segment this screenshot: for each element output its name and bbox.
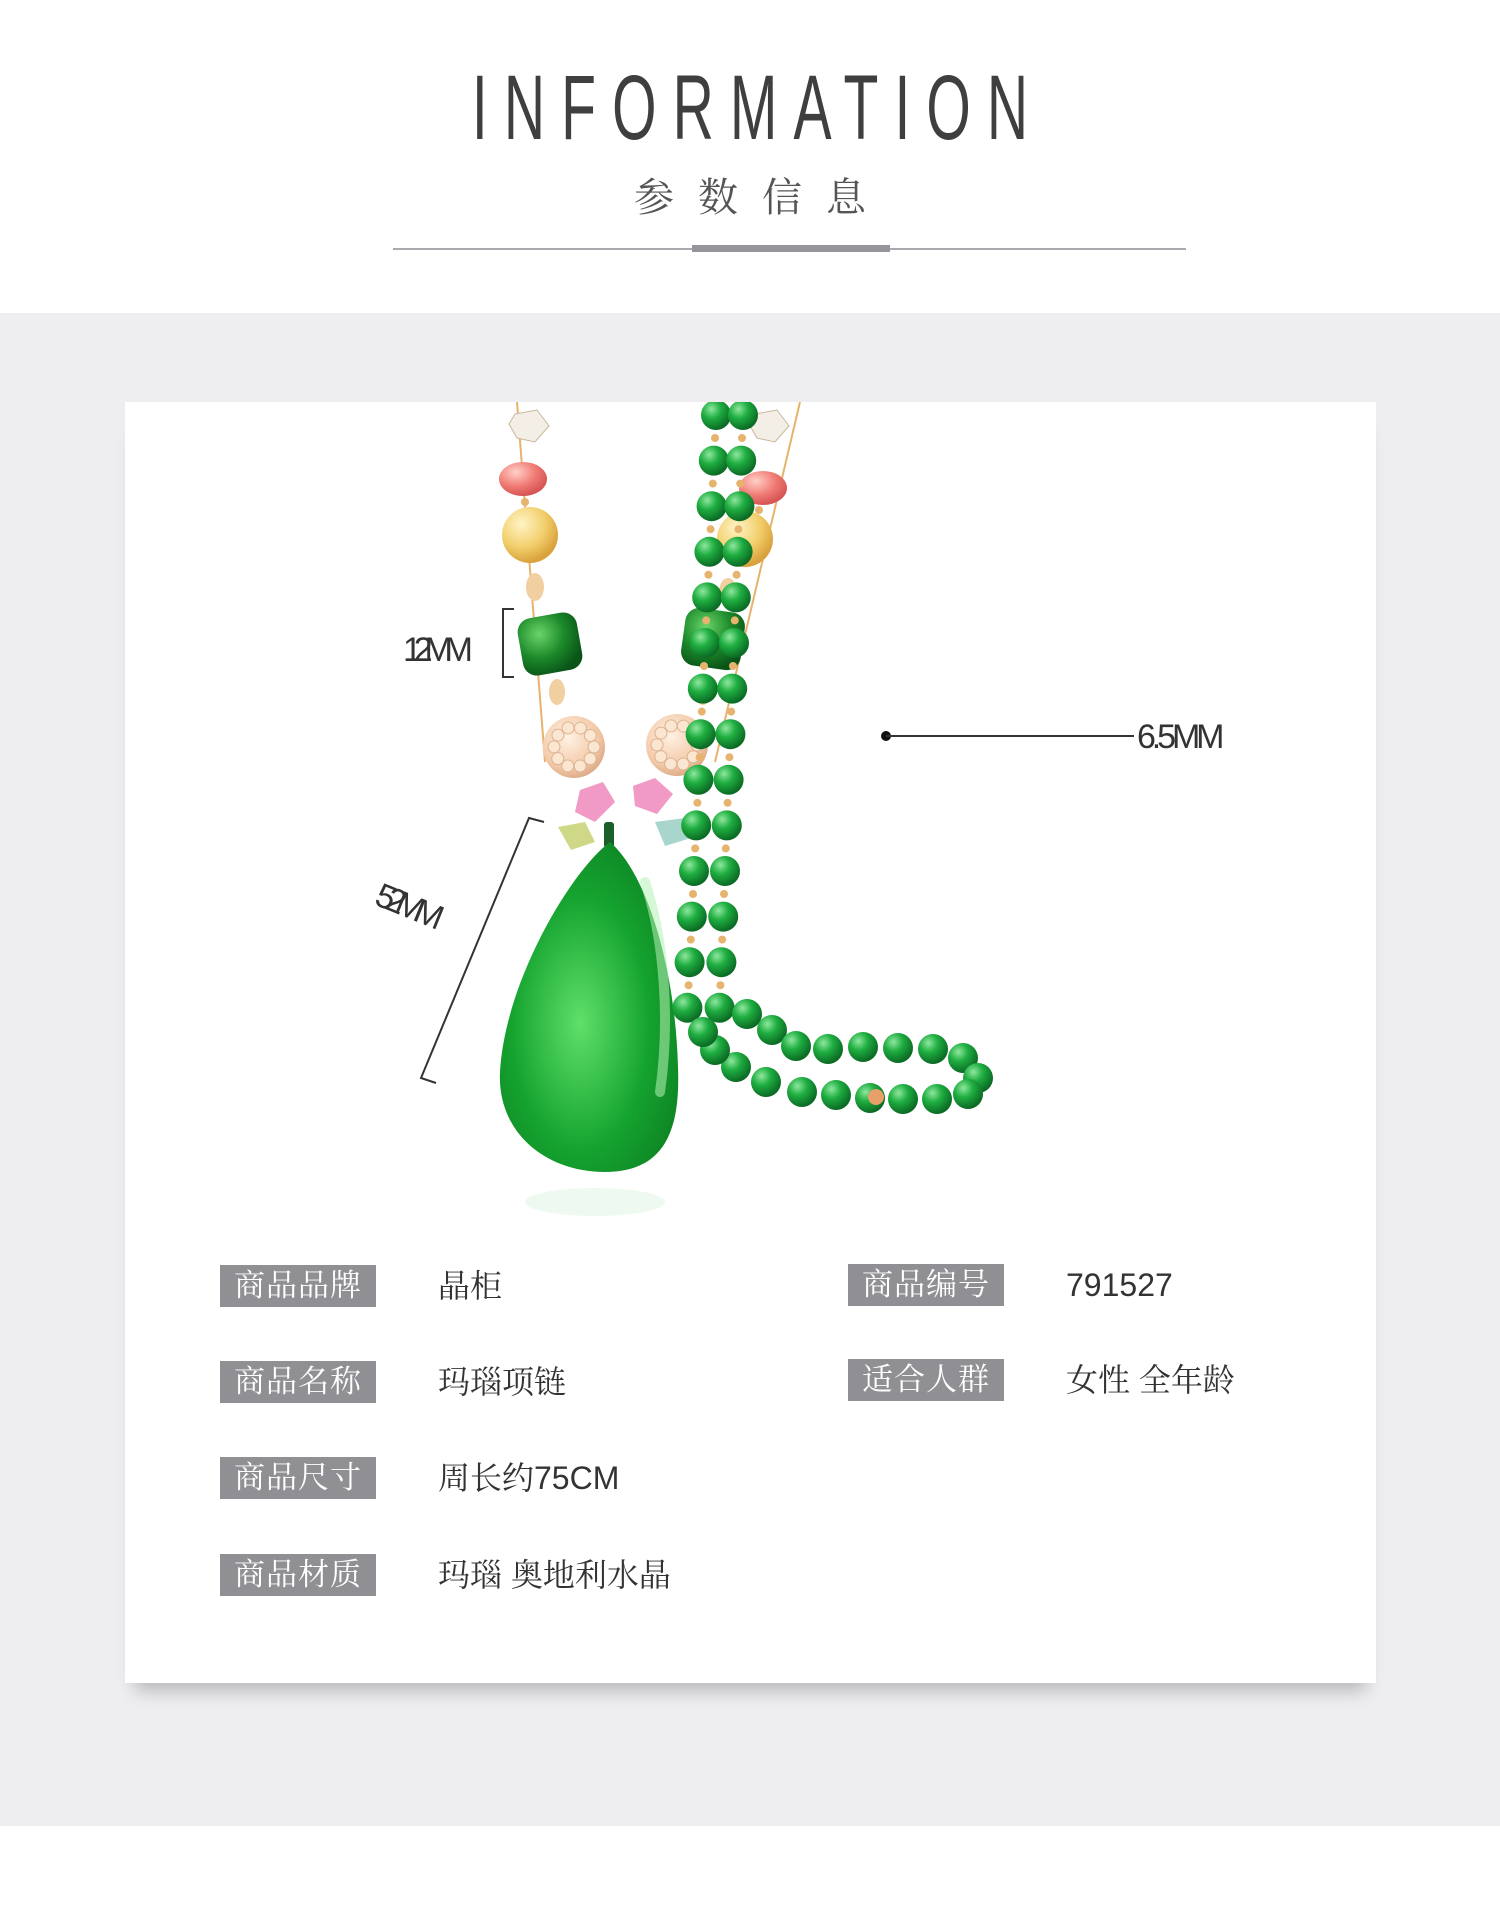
audience-label: 适合人群 [848, 1359, 1004, 1401]
size-value: 周长约75CM [438, 1460, 620, 1496]
spec-table [125, 402, 1376, 1683]
bead-round-size-label: 6.5MM [1137, 718, 1225, 756]
pendant-length-label: 52MM [370, 876, 450, 938]
name-value: 玛瑙项链 [438, 1364, 567, 1400]
section-title: INFORMATION [471, 57, 1045, 159]
item-no-value: 791527 [1066, 1267, 1173, 1303]
name-label: 商品名称 [220, 1361, 376, 1403]
bead-cube-size-label: 12MM [403, 631, 473, 669]
audience-value: 女性 全年龄 [1066, 1362, 1235, 1398]
size-label: 商品尺寸 [220, 1457, 376, 1499]
material-value: 玛瑙 奥地利水晶 [438, 1557, 671, 1593]
title-divider-accent [692, 245, 890, 252]
product-card [125, 402, 1376, 1683]
info-header [0, 0, 1500, 313]
material-label: 商品材质 [220, 1554, 376, 1596]
section-subtitle: 参数信息 [634, 176, 890, 220]
brand-value: 晶柜 [438, 1268, 503, 1304]
item-no-label: 商品编号 [848, 1264, 1004, 1306]
brand-label: 商品品牌 [220, 1265, 376, 1307]
